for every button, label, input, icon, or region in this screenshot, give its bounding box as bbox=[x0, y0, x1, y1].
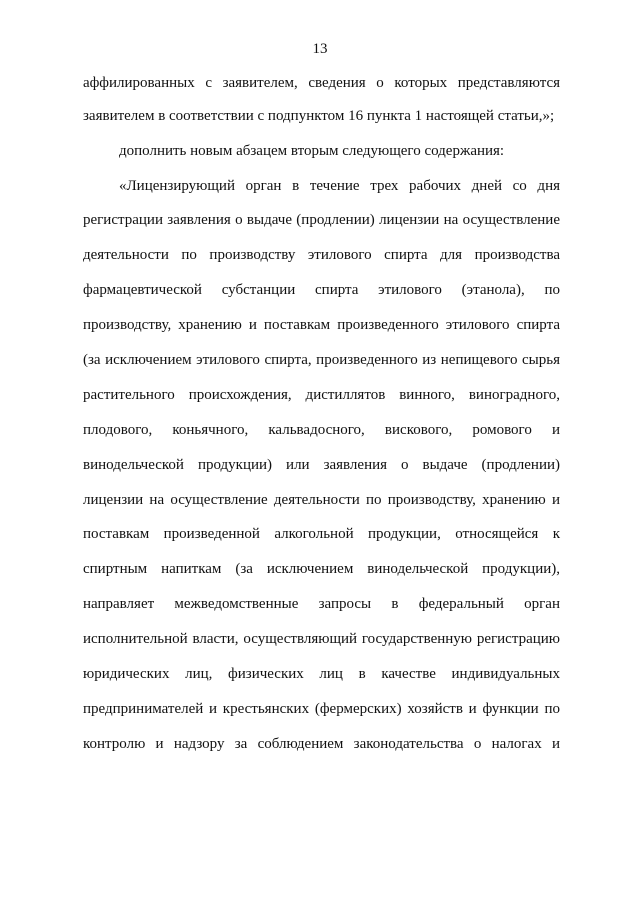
text-line-2: заявителем в соответствии с подпунктом 16 пункта 1 настоящей статьи,»; bbox=[83, 108, 555, 124]
text-line-16: направляет межведомственные запросы в федеральный орган bbox=[83, 596, 560, 612]
text-line-17: исполнительной власти, осуществляющий государственную регистрацию bbox=[83, 631, 560, 647]
text-line-10: растительного происхождения, дистиллятов винного, виноградного, bbox=[83, 387, 560, 403]
text-line-15: спиртным напиткам (за исключением винодельческой продукции), bbox=[83, 561, 560, 577]
text-line-3: дополнить новым абзацем вторым следующего содержания: bbox=[119, 143, 505, 159]
text-line-5: регистрации заявления о выдаче (продлении) лицензии на осуществление bbox=[83, 212, 560, 228]
text-line-19: предпринимателей и крестьянских (фермерских) хозяйств и функции по bbox=[83, 701, 560, 717]
text-line-9: (за исключением этилового спирта, произведенного из непищевого сырья bbox=[83, 352, 560, 368]
text-line-14: поставкам произведенной алкогольной продукции, относящейся к bbox=[83, 526, 560, 542]
text-line-20: контролю и надзору за соблюдением законодательства о налогах и bbox=[83, 736, 560, 752]
text-line-11: плодового, коньячного, кальвадосного, вискового, ромового и bbox=[83, 422, 560, 438]
page-number: 13 bbox=[312, 41, 328, 57]
text-line-4: «Лицензирующий орган в течение трех рабочих дней со дня bbox=[119, 178, 560, 194]
text-line-7: фармацевтической субстанции спирта этилового (этанола), по bbox=[83, 282, 560, 298]
text-line-6: деятельности по производству этилового спирта для производства bbox=[83, 247, 560, 263]
text-line-12: винодельческой продукции) или заявления о выдаче (продлении) bbox=[83, 457, 560, 473]
text-line-13: лицензии на осуществление деятельности по производству, хранению и bbox=[83, 492, 560, 508]
text-line-18: юридических лиц, физических лиц в качестве индивидуальных bbox=[83, 666, 560, 682]
text-line-1: аффилированных с заявителем, сведения о которых представляются bbox=[83, 75, 560, 91]
text-line-8: производству, хранению и поставкам произведенного этилового спирта bbox=[83, 317, 560, 333]
